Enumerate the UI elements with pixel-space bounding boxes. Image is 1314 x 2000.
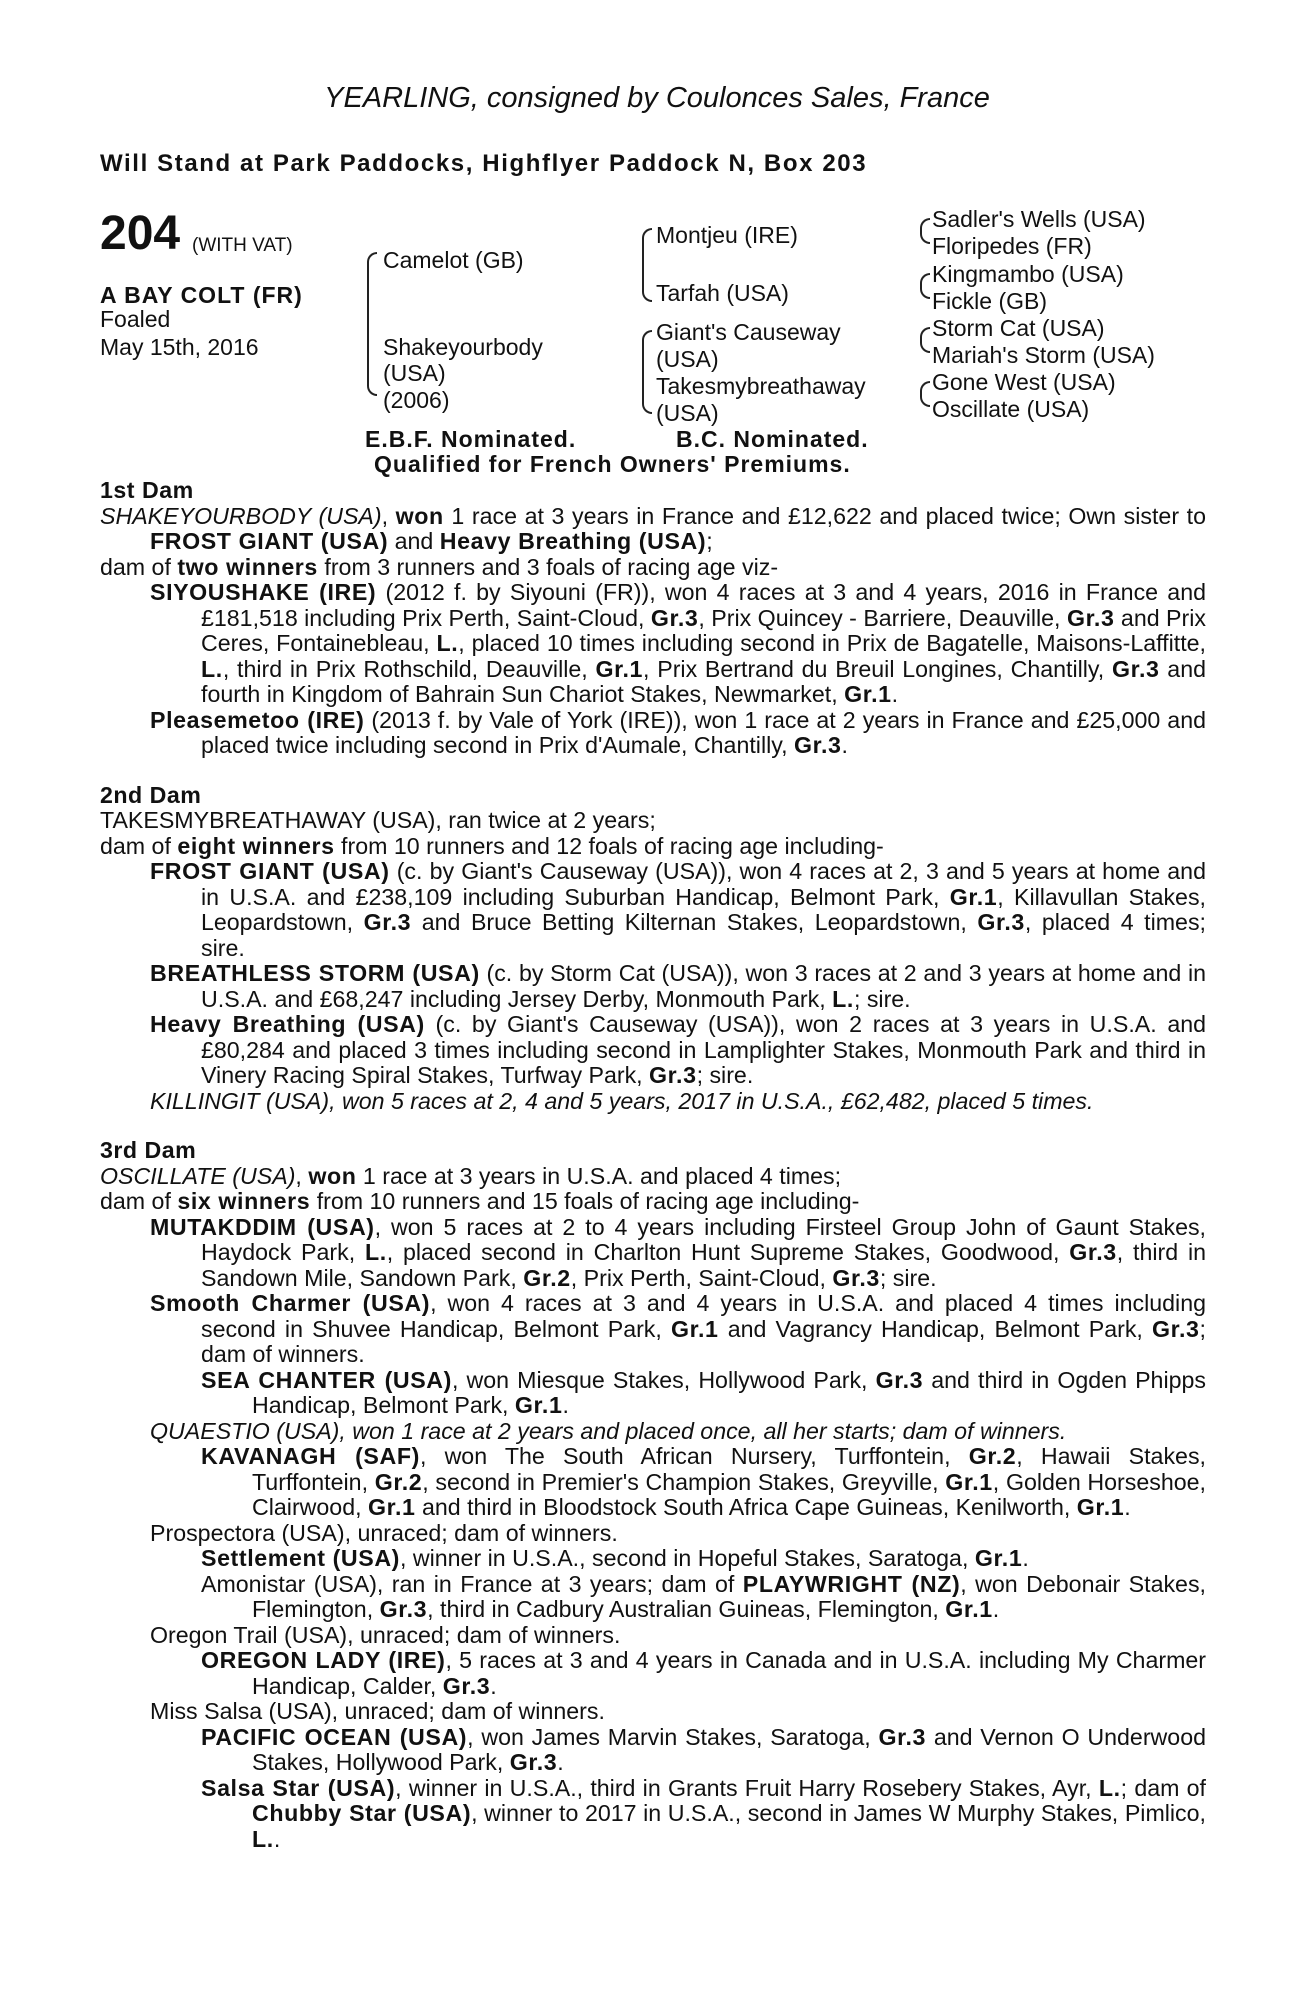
second-dam-para — [100, 808, 1206, 834]
text-run: from 10 runners and 12 foals of racing age including- — [334, 832, 884, 859]
bold-run: Gr.3 — [650, 604, 699, 631]
bold-run: Gr.3 — [1112, 655, 1160, 682]
text-run: 1 race at 3 years in U.S.A. and placed 4 times; — [356, 1162, 842, 1189]
bold-run: Gr.1 — [367, 1494, 416, 1520]
third-dam-grandfoal — [100, 1546, 1206, 1572]
pedigree-sss: Sadler's Wells (USA) — [932, 206, 1146, 232]
bold-run: Gr.1 — [514, 1392, 563, 1418]
third-dam-foal — [100, 1521, 1206, 1547]
bold-run: L. — [252, 1825, 274, 1852]
text-run: , won Debonair Stakes, Flemington, — [252, 1570, 1206, 1622]
pedigree-dss: Storm Cat (USA) — [932, 315, 1105, 341]
bold-run: L. — [201, 655, 223, 682]
text-run: and Prix Ceres, Fontainebleau, — [201, 604, 1206, 656]
pedigree-dam-sire-2: (USA) — [656, 346, 719, 372]
bold-run: Gr.3 — [1066, 604, 1115, 631]
third-dam-grandfoal — [100, 1648, 1206, 1699]
lot-title: A BAY COLT (FR) — [100, 282, 303, 308]
third-dam-foal — [100, 1291, 1206, 1368]
text-run: , placed 4 times; sire. — [201, 909, 1206, 961]
text-run: dam of — [100, 832, 178, 859]
bold-run: Gr.3 — [649, 1062, 697, 1088]
bold-run: L. — [1098, 1774, 1121, 1801]
third-dam-foal — [100, 1215, 1206, 1292]
text-run: , second in Premier's Champion Stakes, Greyville, — [422, 1468, 946, 1495]
third-dam-heading: 3rd Dam — [100, 1137, 197, 1163]
foaled-label: Foaled — [100, 306, 171, 332]
bold-run: Gr.3 — [363, 909, 412, 935]
text-run: (2013 f. by Vale of York (IRE)), won 1 race at 2 years in France and £25,000 and placed twice including second in Prix d'Aumale, Chantilly, — [201, 706, 1206, 758]
text-run: . — [841, 732, 848, 758]
bold-run: Gr.3 — [878, 1723, 927, 1750]
pedigree-brace-dam — [642, 330, 652, 414]
bold-run: Gr.3 — [379, 1596, 428, 1622]
pedigree-sire-dam: Tarfah (USA) — [656, 280, 789, 306]
pedigree-dam-line1: Shakeyourbody — [383, 334, 543, 360]
third-dam-grandfoal — [100, 1444, 1206, 1521]
bold-run: Gr.3 — [875, 1366, 924, 1393]
text-run: , Prix Bertrand du Breuil Longines, Chantilly, — [643, 655, 1112, 682]
bold-run: Salsa Star (USA) — [201, 1774, 396, 1801]
bc-nomination: B.C. Nominated. — [676, 426, 869, 452]
foaled-date: May 15th, 2016 — [100, 334, 259, 360]
text-run: ; dam of winners. — [201, 1315, 1206, 1367]
text-run: . — [490, 1672, 497, 1699]
bold-run: Chubby Star (USA) — [252, 1800, 472, 1826]
text-run: and Vernon O Underwood Stakes, Hollywood Park, — [252, 1723, 1206, 1775]
italic-run: OSCILLATE (USA) — [100, 1162, 296, 1189]
french-premiums: Qualified for French Owners' Premiums. — [374, 451, 851, 477]
pedigree-dam-dam-2: (USA) — [656, 400, 719, 426]
first-dam-heading: 1st Dam — [100, 477, 194, 503]
text-run: (c. by Giant's Causeway (USA)), won 4 races at 2, 3 and 5 years at home and in U.S.A. and £238,109 including Suburban Handicap, Belmont Park, — [201, 858, 1206, 910]
text-run: , winner in U.S.A., second in Hopeful Stakes, Saratoga, — [399, 1545, 975, 1571]
italic-run: , won 5 races at 2, 4 and 5 years, 2017 in U.S.A., £62,482, placed 5 times. — [329, 1087, 1094, 1114]
text-run: ; sire. — [696, 1062, 754, 1088]
text-run: , placed second in Charlton Hunt Supreme Stakes, Goodwood, — [386, 1239, 1070, 1265]
bold-run: eight winners — [177, 832, 335, 859]
bold-run: Gr.1 — [1076, 1494, 1125, 1520]
pedigree-sire: Camelot (GB) — [383, 247, 524, 273]
text-run: and third in Ogden Phipps Handicap, Belmont Park, — [252, 1366, 1206, 1418]
bold-run: Gr.1 — [671, 1315, 719, 1342]
bold-run: FROST GIANT (USA) — [150, 858, 390, 884]
second-dam-foal — [100, 859, 1206, 961]
bold-run: Heavy Breathing (USA) — [150, 1011, 425, 1037]
text-run: from 10 runners and 15 foals of racing age including- — [310, 1188, 860, 1214]
pedigree-sds: Kingmambo (USA) — [932, 261, 1124, 287]
text-run: Amonistar (USA), ran in France at 3 years; dam of — [201, 1570, 743, 1597]
bold-run: two winners — [177, 553, 318, 580]
second-dam-foal — [100, 1089, 1206, 1115]
bold-run: Gr.2 — [523, 1264, 571, 1291]
text-run: . — [891, 681, 899, 707]
third-dam-grandfoal — [100, 1776, 1206, 1853]
bold-run: Gr.3 — [832, 1264, 880, 1291]
second-dam-produce-intro — [100, 834, 1206, 860]
bold-run: Gr.1 — [945, 1596, 993, 1622]
text-run: , third in Cadbury Australian Guineas, Flemington, — [427, 1596, 946, 1622]
second-dam-foal — [100, 1012, 1206, 1089]
italic-run: KILLINGIT (USA) — [150, 1087, 330, 1114]
bold-run: L. — [436, 630, 459, 656]
bold-run: Gr.2 — [374, 1468, 423, 1495]
third-dam-grandfoal — [100, 1368, 1206, 1419]
text-run: (c. by Giant's Causeway (USA)), won 2 races at 3 years in U.S.A. and £80,284 and placed 3 times including second in Lamplighter Stakes, Monmouth Park and third in Vinery Racing Spiral Stakes, Turfway Park, — [201, 1011, 1207, 1088]
text-run: and fourth in Kingdom of Bahrain Sun Chariot Stakes, Newmarket, — [201, 655, 1206, 707]
third-dam-foal — [100, 1623, 1206, 1649]
text-run: and Bruce Betting Kilternan Stakes, Leopardstown, — [411, 909, 978, 935]
bold-run: SEA CHANTER (USA) — [201, 1366, 452, 1393]
italic-run: SHAKEYOURBODY (USA) — [100, 502, 382, 529]
text-run: from 3 runners and 3 foals of racing age viz- — [317, 553, 779, 580]
text-run: , — [381, 502, 396, 529]
vat-note: (WITH VAT) — [192, 235, 293, 256]
text-run: TAKESMYBREATHAWAY (USA), ran twice at 2 years; — [100, 807, 656, 833]
pedigree-brace-sire — [642, 228, 652, 302]
third-dam-grandfoal — [100, 1572, 1206, 1623]
text-run: , winner to 2017 in U.S.A., second in James W Murphy Stakes, Pimlico, — [471, 1800, 1206, 1826]
bold-run: SIYOUSHAKE (IRE) — [150, 579, 377, 605]
catalogue-body — [100, 478, 1206, 1852]
text-run: Oregon Trail (USA), unraced; dam of winners. — [150, 1621, 621, 1648]
first-dam-para — [100, 504, 1206, 555]
pedigree-dam-line3: (2006) — [383, 387, 450, 413]
third-dam-grandfoal — [100, 1725, 1206, 1776]
bold-run: Heavy Breathing (USA) — [439, 528, 707, 554]
bold-run: Gr.1 — [949, 883, 998, 910]
text-run: , won 5 races at 2 to 4 years including Firsteel Group John of Gaunt Stakes, Haydock Park, — [201, 1213, 1207, 1265]
text-run: , — [295, 1162, 309, 1189]
pedigree-brace-g3-3 — [920, 327, 930, 353]
bold-run: Settlement (USA) — [201, 1545, 400, 1571]
bold-run: Gr.3 — [977, 909, 1025, 935]
bold-run: Gr.1 — [595, 655, 644, 682]
text-run: . — [1124, 1494, 1131, 1520]
text-run: , winner in U.S.A., third in Grants Fruit Harry Rosebery Stakes, Ayr, — [395, 1774, 1099, 1801]
text-run: , won 4 races at 3 and 4 years in U.S.A. and placed 4 times including second in Shuvee Handicap, Belmont Park, — [201, 1290, 1206, 1342]
bold-run: FROST GIANT (USA) — [150, 528, 389, 554]
lot-number: 204 — [100, 207, 181, 260]
text-run: dam of — [100, 1188, 178, 1214]
third-dam-para — [100, 1164, 1206, 1190]
text-run: . — [557, 1749, 564, 1775]
italic-run: QUAESTIO (USA), won 1 race at 2 years and placed once, all her starts; dam of winners. — [150, 1417, 1067, 1444]
bold-run: won — [308, 1162, 357, 1189]
text-run: ; sire. — [853, 985, 911, 1012]
text-run: and — [388, 528, 440, 554]
first-dam-produce-intro — [100, 555, 1206, 581]
text-run: , won Miesque Stakes, Hollywood Park, — [451, 1366, 876, 1393]
text-run: . — [273, 1825, 281, 1852]
text-run: , third in Prix Rothschild, Deauville, — [222, 655, 596, 682]
pedigree-ssd: Floripedes (FR) — [932, 233, 1092, 259]
text-run: , won The South African Nursery, Turffontein, — [419, 1443, 969, 1469]
stand-location: Will Stand at Park Paddocks, Highflyer Paddock N, Box 203 — [100, 150, 868, 177]
bold-run: BREATHLESS STORM (USA) — [150, 960, 480, 986]
pedigree-dam-sire-1: Giant's Causeway — [656, 319, 841, 345]
text-run: , Prix Perth, Saint-Cloud, — [570, 1264, 833, 1291]
pedigree-dam-line2: (USA) — [383, 360, 446, 386]
pedigree-brace-g3-2 — [920, 273, 930, 299]
text-run: (2012 f. by Siyouni (FR)), won 4 races at 3 and 4 years, 2016 in France and £181,518 including Prix Perth, Saint-Cloud, — [201, 579, 1206, 631]
second-dam-heading: 2nd Dam — [100, 781, 202, 808]
bold-run: L. — [832, 985, 854, 1012]
pedigree-dsd: Mariah's Storm (USA) — [932, 342, 1155, 368]
second-dam-foal — [100, 961, 1206, 1012]
bold-run: Gr.3 — [1152, 1315, 1200, 1342]
pedigree-brace-g3-4 — [920, 381, 930, 407]
bold-run: PACIFIC OCEAN (USA) — [201, 1723, 468, 1750]
first-dam-foal — [100, 580, 1206, 708]
text-run: 1 race at 3 years in France and £12,622 and placed twice; Own sister to — [443, 502, 1206, 529]
text-run: and Vagrancy Handicap, Belmont Park, — [718, 1315, 1153, 1342]
text-run: . — [562, 1392, 569, 1418]
text-run: . — [992, 1596, 1000, 1622]
bold-run: L. — [364, 1239, 387, 1265]
third-dam-foal — [100, 1699, 1206, 1725]
text-run: , won James Marvin Stakes, Saratoga, — [467, 1723, 879, 1750]
pedigree-brace-main — [367, 252, 377, 396]
text-run: , Prix Quincey - Barriere, Deauville, — [698, 604, 1067, 631]
first-dam-foal — [100, 708, 1206, 759]
ebf-nomination: E.B.F. Nominated. — [365, 426, 577, 452]
bold-run: Gr.3 — [794, 732, 842, 758]
bold-run: Gr.1 — [974, 1545, 1023, 1571]
third-dam-produce-intro — [100, 1189, 1206, 1215]
bold-run: MUTAKDDIM (USA) — [150, 1213, 375, 1240]
bold-run: Smooth Charmer (USA) — [150, 1290, 431, 1316]
text-run: dam of — [100, 553, 178, 580]
pedigree-dds: Gone West (USA) — [932, 369, 1116, 395]
bold-run: Gr.1 — [945, 1468, 993, 1495]
bold-run: KAVANAGH (SAF) — [201, 1443, 420, 1469]
pedigree-dam-dam-1: Takesmybreathaway — [656, 373, 866, 399]
text-run: Prospectora (USA), unraced; dam of winners. — [150, 1519, 618, 1546]
pedigree-sdd: Fickle (GB) — [932, 288, 1047, 314]
text-run: , Golden Horseshoe, Clairwood, — [252, 1468, 1206, 1520]
text-run: , Killavullan Stakes, Leopardstown, — [201, 883, 1206, 935]
bold-run: Gr.3 — [442, 1672, 491, 1699]
text-run: ; sire. — [879, 1264, 937, 1291]
text-run: ; — [706, 528, 713, 554]
bold-run: PLAYWRIGHT (NZ) — [742, 1570, 961, 1597]
third-dam-foal — [100, 1419, 1206, 1445]
text-run: , third in Sandown Mile, Sandown Park, — [201, 1239, 1206, 1291]
bold-run: Gr.3 — [509, 1749, 558, 1775]
text-run: ; dam of — [1120, 1774, 1206, 1801]
text-run: , Hawaii Stakes, Turffontein, — [252, 1443, 1206, 1495]
pedigree-sire-sire: Montjeu (IRE) — [656, 222, 798, 248]
bold-run: Gr.2 — [968, 1443, 1017, 1469]
consignment-heading: YEARLING, consigned by Coulonces Sales, France — [324, 82, 990, 114]
bold-run: Pleasemetoo (IRE) — [150, 706, 365, 733]
bold-run: six winners — [177, 1188, 311, 1214]
bold-run: won — [395, 502, 444, 529]
text-run: , 5 races at 3 and 4 years in Canada and in U.S.A. including My Charmer Handicap, Calder, — [252, 1647, 1207, 1699]
text-run: (c. by Storm Cat (USA)), won 3 races at 2 and 3 years at home and in U.S.A. and £68,247 including Jersey Derby, Monmouth Park, — [201, 960, 1206, 1012]
text-run: and third in Bloodstock South Africa Cape Guineas, Kenilworth, — [415, 1494, 1077, 1520]
bold-run: Gr.3 — [1069, 1239, 1117, 1265]
text-run: , placed 10 times including second in Prix de Bagatelle, Maisons-Laffitte, — [458, 630, 1207, 656]
pedigree-ddd: Oscillate (USA) — [932, 396, 1090, 422]
bold-run: Gr.1 — [844, 681, 892, 707]
text-run: . — [1022, 1545, 1029, 1571]
pedigree-brace-g3-1 — [920, 218, 930, 244]
text-run: Miss Salsa (USA), unraced; dam of winners. — [150, 1698, 605, 1724]
bold-run: OREGON LADY (IRE) — [201, 1647, 446, 1673]
